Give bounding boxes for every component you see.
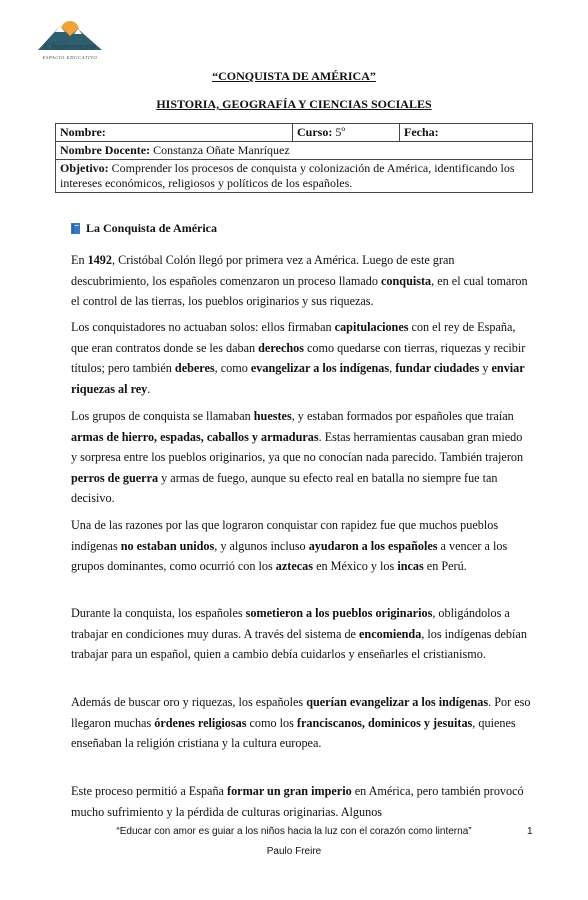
bold-text: conquista (381, 273, 432, 288)
bold-text: derechos (258, 340, 304, 355)
paragraph (71, 692, 531, 754)
bold-text: sometieron a los pueblos originarios (245, 606, 433, 620)
bold-text: fundar ciudades (395, 361, 480, 375)
curso-cell[interactable] (293, 124, 400, 142)
text-run: Durante la conquista, los españoles (71, 606, 246, 620)
section-heading-text: La Conquista de América (86, 221, 218, 235)
text-run: Los conquistadores no actuaban solos: ellos firmaban (71, 320, 335, 334)
text-run: , y algunos incluso (214, 538, 309, 553)
curso-label: Curso: (297, 125, 333, 139)
text-run: , en el cual tomaron el control de las tierras, los pueblos originarios y sus riquezas. (71, 273, 528, 308)
text-run: . (147, 381, 151, 396)
text-run: como quedarse con tierras, riquezas y recibir títulos; pero también (71, 340, 526, 375)
document-subtitle: HISTORIA, GEOGRAFÍA Y CIENCIAS SOCIALES (156, 97, 432, 111)
bold-text: capitulaciones (334, 320, 409, 334)
text-run: , (389, 361, 396, 375)
text-run: . Estas herramientas causaban gran miedo y sorpresa entre los pueblos originarios, ya que no conocían nada parecido. También trajeron (71, 429, 524, 464)
bold-text: órdenes religiosas (154, 715, 247, 730)
document-title: “CONQUISTA DE AMÉRICA” (212, 69, 376, 83)
text-run: Además de buscar oro y riquezas, los españoles (71, 695, 307, 709)
bold-text: incas (397, 559, 424, 573)
text-run: y (479, 361, 492, 375)
bold-text: aztecas (275, 559, 314, 573)
curso-value: 5º (335, 125, 346, 139)
bold-text: ayudaron a los españoles (308, 538, 438, 553)
bold-text: querían evangelizar a los indígenas (306, 695, 489, 709)
paragraph (71, 603, 531, 665)
nombre-label: Nombre: (60, 125, 106, 139)
text-run: como los (246, 715, 297, 730)
paragraph (71, 781, 531, 822)
text-run: Los grupos de conquista se llamaban (71, 409, 254, 423)
text-run: , y estaban formados por españoles que traían (291, 409, 514, 423)
fecha-cell[interactable] (400, 124, 533, 142)
docente-cell (56, 142, 533, 160)
text-run: en América, pero también provocó mucho sufrimiento y la pérdida de culturas originarias. Algunos (71, 784, 524, 819)
bold-text: perros de guerra (71, 470, 159, 485)
logo-name: Chamonate (43, 41, 97, 53)
objetivo-value: Comprender los procesos de conquista y colonización de América, identificando los intereses económicos, religiosos y políticos de los españoles. (60, 161, 515, 190)
text-run: y armas de fuego, aunque su efecto real en batalla no siempre fue tan decisivo. (71, 470, 498, 505)
bold-text: no estaban unidos (120, 538, 215, 553)
page-number: 1 (527, 826, 533, 837)
text-run: . Por eso llegaron muchas (71, 695, 531, 730)
fecha-label: Fecha: (404, 125, 439, 139)
paragraph (71, 515, 531, 577)
bold-text: formar un gran imperio (227, 784, 352, 798)
bold-text: enviar riquezas al rey (71, 361, 525, 396)
bold-text: armas de hierro, espadas, caballos y armaduras (71, 429, 319, 444)
text-run: Una de las razones por las que lograron conquistar con rapidez fue que muchos pueblos indígenas (71, 518, 499, 553)
bold-text: encomienda (359, 626, 422, 641)
book-icon (71, 223, 81, 234)
text-run: con el rey de España, que eran contratos donde se les daban (71, 320, 516, 355)
text-run: En (71, 253, 88, 267)
section-heading (71, 221, 217, 236)
student-info-table (55, 123, 533, 193)
text-run: en México y los (313, 559, 398, 573)
paragraph (71, 406, 531, 509)
text-run: en Perú. (423, 559, 467, 573)
text-run: , Cristóbal Colón llegó por primera vez a América. Luego de este gran descubrimiento, los españoles comenzaron un proceso llamado (71, 253, 455, 288)
text-run: , como (214, 361, 251, 375)
text-run: , obligándolos a trabajar en condiciones muy duras. A través del sistema de (71, 606, 510, 641)
docente-label: Nombre Docente: (60, 143, 151, 157)
text-run: a vencer a los grupos dominantes, como ocurrió con los (71, 538, 508, 573)
footer-author: Paulo Freire (266, 846, 322, 857)
bold-text: 1492 (87, 253, 112, 267)
logo-tagline: ESPACIO EDUCATIVO (42, 55, 98, 60)
footer-quote: “Educar con amor es guiar a los niños hacia la luz con el corazón como linterna” (116, 826, 472, 837)
docente-value: Constanza Oñate Manríquez (153, 143, 290, 157)
bold-text: franciscanos, dominicos y jesuitas (296, 715, 473, 730)
text-run: , los indígenas debían trabajar para un español, quien a cambio debía cuidarlos y enseñarles el cristianismo. (71, 626, 527, 661)
bold-text: huestes (253, 409, 292, 423)
text-run: , quienes enseñaban la religión cristiana y la cultura europea. (71, 715, 516, 750)
objetivo-label: Objetivo: (60, 161, 109, 175)
bold-text: deberes (174, 361, 215, 375)
bold-text: evangelizar a los indígenas (250, 361, 390, 375)
text-run: Este proceso permitió a España (71, 784, 228, 798)
objetivo-cell (56, 160, 533, 193)
paragraph (71, 317, 531, 399)
nombre-cell[interactable] (56, 124, 293, 142)
paragraph (71, 250, 531, 312)
